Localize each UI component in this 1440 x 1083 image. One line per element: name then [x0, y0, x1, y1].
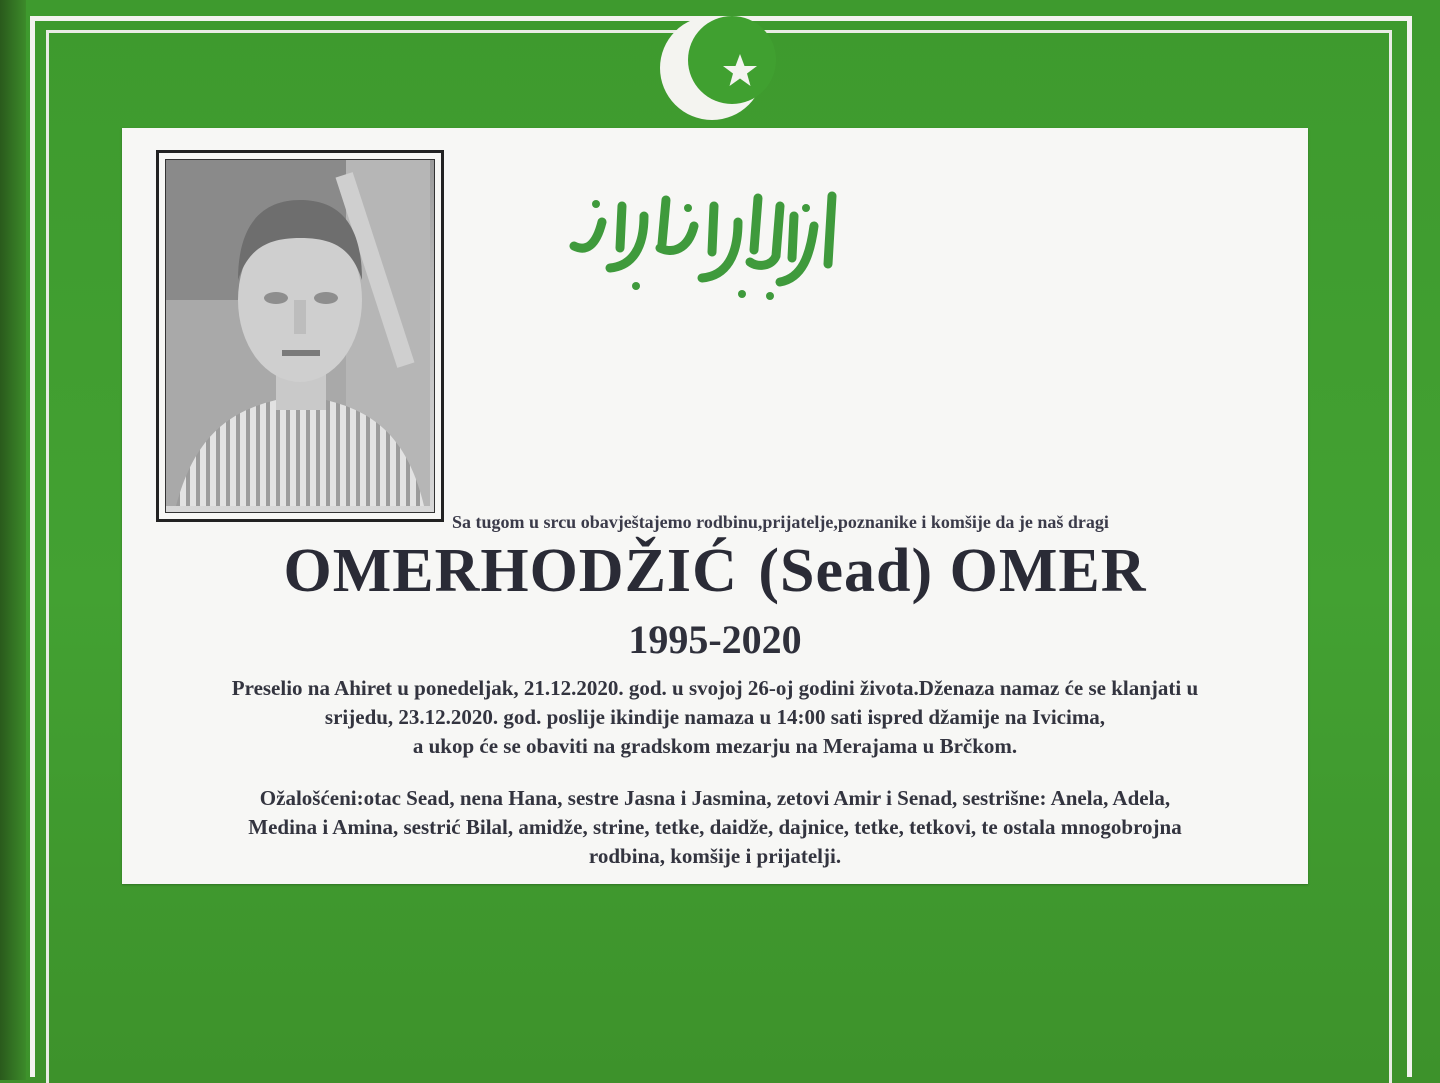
intro-text: Sa tugom u srcu obavještajemo rodbinu,prijatelje,poznanike i komšije da je naš dragi: [452, 512, 1109, 532]
notice-panel: [122, 128, 1308, 884]
life-years: 1995-2020: [628, 617, 802, 662]
crescent-star-icon: [640, 8, 800, 128]
deceased-name: [122, 536, 1308, 607]
mourners-line: Medina i Amina, sestrić Bilal, amidže, strine, tetke, daidže, dajnice, tetke, tetkovi, te ostala mnogobrojna: [248, 815, 1182, 839]
father-name: (Sead): [758, 537, 934, 605]
mourners-list: [132, 784, 1298, 871]
death-announcement: [132, 674, 1298, 761]
surname: OMERHODŽIĆ: [283, 537, 738, 605]
death-line: Preselio na Ahiret u ponedeljak, 21.12.2020. god. u svojoj 26-oj godini života.Dženaza namaz će se klanjati u: [231, 676, 1199, 700]
death-line: srijedu, 23.12.2020. god. poslije ikindije namaza u 14:00 sati ispred džamije na Ivicima,: [324, 705, 1106, 729]
portrait-photo: [165, 159, 435, 513]
death-line: a ukop će se obaviti na gradskom mezarju na Merajama u Brčkom.: [412, 734, 1018, 758]
mourners-line: rodbina, komšije i prijatelji.: [588, 844, 842, 868]
mourners-line: Ožalošćeni:otac Sead, nena Hana, sestre Jasna i Jasmina, zetovi Amir i Senad, sestrišne: Anela, Adela,: [259, 786, 1171, 810]
photo-frame: [156, 150, 444, 522]
arabic-calligraphy: [562, 186, 862, 316]
given-name: OMER: [949, 537, 1147, 605]
page-edge-shadow: [0, 0, 26, 1080]
